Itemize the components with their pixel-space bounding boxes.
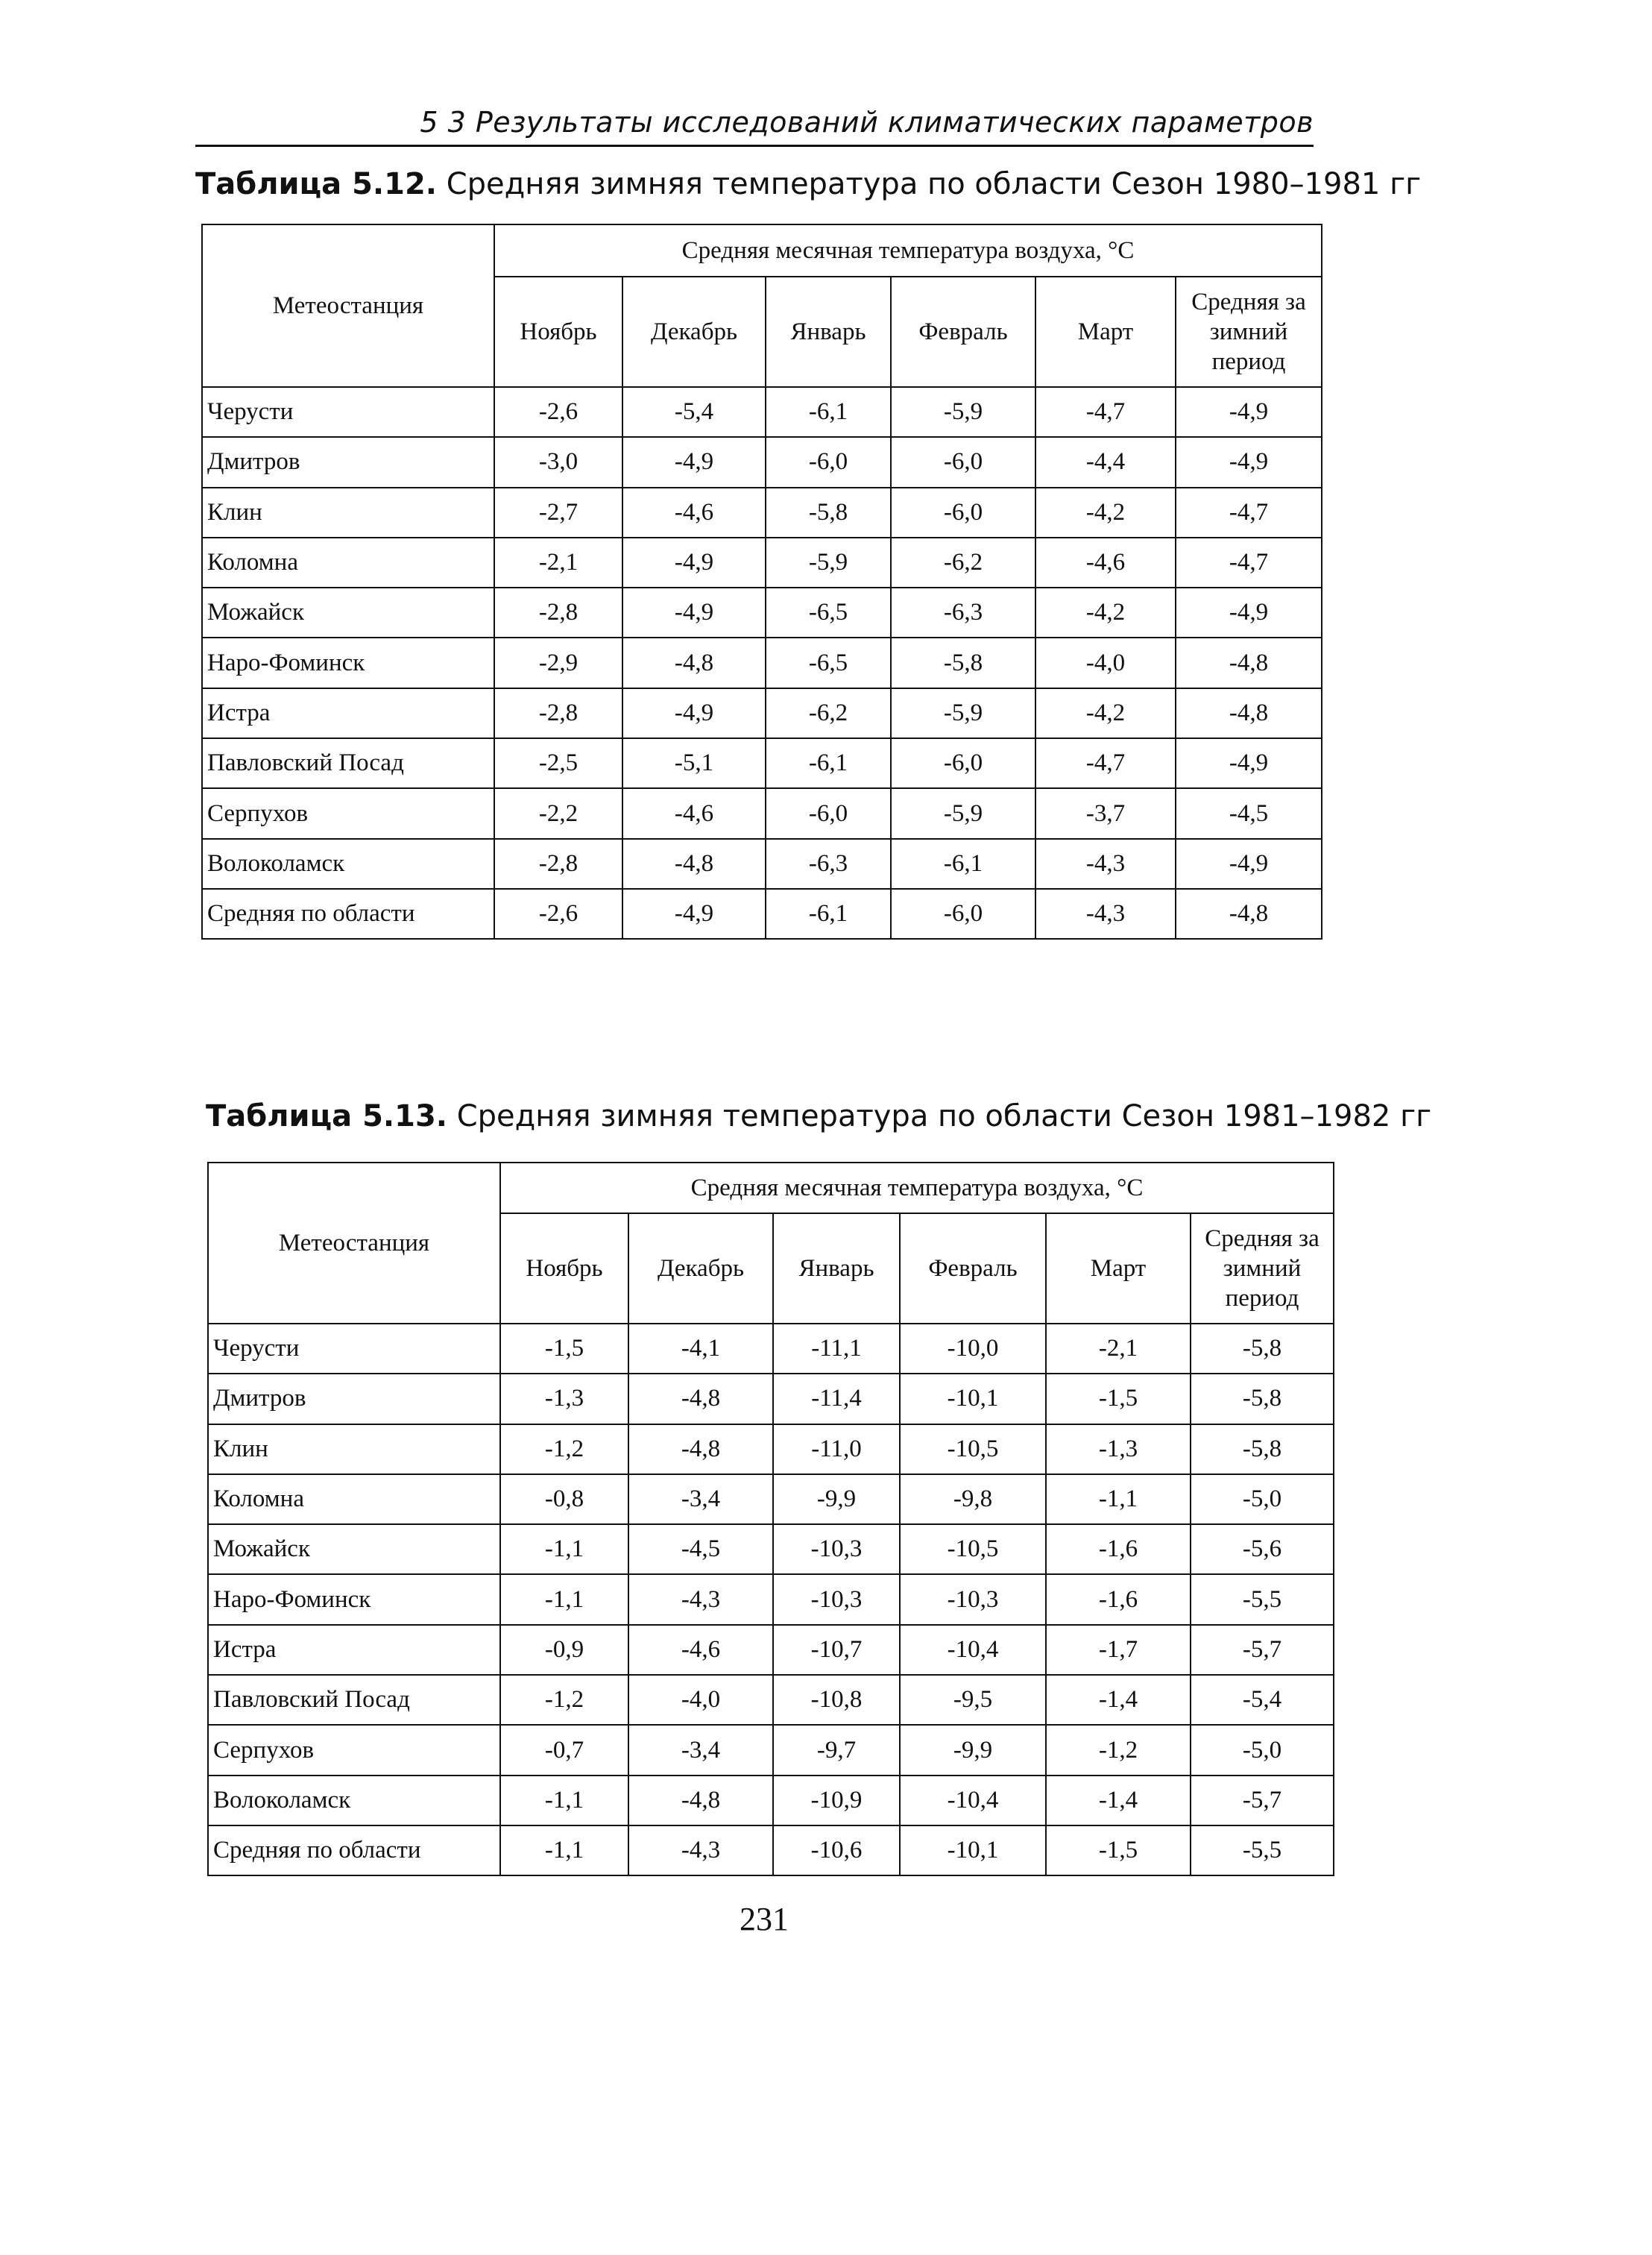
temperature-cell: -9,7: [773, 1725, 900, 1775]
column-header-january: Январь: [773, 1213, 900, 1324]
temperature-cell: -3,4: [628, 1474, 773, 1524]
temperature-cell: -2,1: [494, 538, 622, 588]
column-header-november: Ноябрь: [500, 1213, 628, 1324]
temperature-cell: -6,1: [891, 839, 1035, 889]
temperature-cell: -1,1: [500, 1825, 628, 1875]
station-name-cell: Коломна: [202, 538, 494, 588]
temperature-cell: -10,4: [900, 1625, 1046, 1675]
temperature-cell: -4,9: [1176, 588, 1322, 638]
table-5-13-title: [206, 1098, 1431, 1135]
temperature-cell: -9,9: [773, 1474, 900, 1524]
column-header-november: Ноябрь: [494, 277, 622, 387]
temperature-cell: -10,0: [900, 1324, 1046, 1374]
column-header-winter-average: Средняя за зимний период: [1176, 277, 1322, 387]
temperature-cell: -6,2: [891, 538, 1035, 588]
temperature-cell: -4,7: [1035, 387, 1176, 437]
temperature-cell: -5,5: [1191, 1574, 1334, 1624]
temperature-cell: -1,3: [1046, 1424, 1191, 1474]
temperature-cell: -3,7: [1035, 788, 1176, 838]
temperature-cell: -4,5: [628, 1524, 773, 1574]
temperature-cell: -9,9: [900, 1725, 1046, 1775]
column-header-january: Январь: [766, 277, 891, 387]
table-5-12-label: Таблица 5.12.: [195, 167, 437, 201]
column-header-december: Декабрь: [628, 1213, 773, 1324]
temperature-cell: -4,9: [1176, 437, 1322, 487]
table-5-13-label: Таблица 5.13.: [206, 1099, 447, 1133]
table-row: [208, 1474, 1334, 1524]
running-head: 5 3 Результаты исследований климатических параметров: [195, 104, 1314, 147]
temperature-cell: -1,1: [1046, 1474, 1191, 1524]
station-name-cell: Клин: [202, 488, 494, 538]
table-row: [202, 488, 1322, 538]
table-5-13-caption: Средняя зимняя температура по области Сезон 1981–1982 гг: [447, 1099, 1432, 1133]
station-name-cell: Волоколамск: [208, 1776, 500, 1825]
temperature-cell: -6,5: [766, 588, 891, 638]
table-5-12-caption: Средняя зимняя температура по области Сезон 1980–1981 гг: [436, 167, 1422, 201]
table-row: [208, 1625, 1334, 1675]
station-name-cell: Средняя по области: [202, 889, 494, 939]
temperature-cell: -4,3: [628, 1825, 773, 1875]
table-row: [208, 1374, 1334, 1424]
temperature-cell: -2,6: [494, 889, 622, 939]
temperature-cell: -5,9: [891, 688, 1035, 738]
table-5-13: [207, 1162, 1334, 1876]
table-row: [202, 688, 1322, 738]
temperature-group-header: Средняя месячная температура воздуха, °С: [494, 224, 1322, 277]
column-header-march: Март: [1046, 1213, 1191, 1324]
temperature-cell: -1,5: [500, 1324, 628, 1374]
temperature-cell: -6,0: [891, 437, 1035, 487]
station-name-cell: Дмитров: [208, 1374, 500, 1424]
table-row: [208, 1675, 1334, 1725]
temperature-cell: -5,7: [1191, 1625, 1334, 1675]
table-5-12: [201, 224, 1322, 940]
temperature-cell: -6,1: [766, 889, 891, 939]
station-name-cell: Можайск: [202, 588, 494, 638]
temperature-cell: -1,5: [1046, 1825, 1191, 1875]
temperature-cell: -4,9: [622, 588, 766, 638]
table-row: [202, 738, 1322, 788]
table-5-13-body: [208, 1324, 1334, 1875]
temperature-cell: -1,1: [500, 1574, 628, 1624]
temperature-cell: -5,9: [766, 538, 891, 588]
temperature-cell: -6,3: [891, 588, 1035, 638]
temperature-cell: -5,1: [622, 738, 766, 788]
table-row: [208, 1725, 1334, 1775]
temperature-cell: -6,0: [891, 889, 1035, 939]
table-row: [202, 889, 1322, 939]
table-row: [208, 1524, 1334, 1574]
table-row: [202, 387, 1322, 437]
station-column-header: Метеостанция: [202, 224, 494, 387]
table-row: [208, 1574, 1334, 1624]
column-header-december: Декабрь: [622, 277, 766, 387]
temperature-cell: -4,2: [1035, 488, 1176, 538]
temperature-cell: -4,8: [628, 1374, 773, 1424]
temperature-cell: -5,8: [1191, 1324, 1334, 1374]
station-name-cell: Наро-Фоминск: [208, 1574, 500, 1624]
temperature-cell: -2,9: [494, 638, 622, 688]
temperature-cell: -1,7: [1046, 1625, 1191, 1675]
temperature-cell: -4,0: [1035, 638, 1176, 688]
table-row: [202, 839, 1322, 889]
temperature-cell: -2,1: [1046, 1324, 1191, 1374]
table-5-12-body: [202, 387, 1322, 939]
temperature-cell: -11,4: [773, 1374, 900, 1424]
table-row: [202, 538, 1322, 588]
temperature-cell: -5,7: [1191, 1776, 1334, 1825]
temperature-cell: -4,8: [622, 839, 766, 889]
temperature-cell: -10,9: [773, 1776, 900, 1825]
temperature-cell: -0,7: [500, 1725, 628, 1775]
temperature-cell: -4,7: [1035, 738, 1176, 788]
station-column-header: Метеостанция: [208, 1163, 500, 1324]
station-name-cell: Истра: [208, 1625, 500, 1675]
temperature-cell: -9,8: [900, 1474, 1046, 1524]
temperature-cell: -6,2: [766, 688, 891, 738]
temperature-cell: -4,9: [1176, 738, 1322, 788]
temperature-cell: -5,8: [1191, 1424, 1334, 1474]
temperature-cell: -10,5: [900, 1424, 1046, 1474]
temperature-cell: -4,8: [628, 1776, 773, 1825]
table-row: [208, 1424, 1334, 1474]
temperature-cell: -1,2: [500, 1675, 628, 1725]
temperature-cell: -1,5: [1046, 1374, 1191, 1424]
temperature-cell: -3,4: [628, 1725, 773, 1775]
temperature-cell: -5,0: [1191, 1474, 1334, 1524]
table-5-12-title: [195, 166, 1421, 203]
temperature-cell: -6,1: [766, 738, 891, 788]
temperature-cell: -5,8: [1191, 1374, 1334, 1424]
temperature-cell: -6,0: [766, 788, 891, 838]
temperature-cell: -2,8: [494, 588, 622, 638]
temperature-cell: -0,8: [500, 1474, 628, 1524]
temperature-cell: -1,4: [1046, 1675, 1191, 1725]
temperature-cell: -2,8: [494, 688, 622, 738]
temperature-cell: -10,6: [773, 1825, 900, 1875]
temperature-cell: -4,9: [622, 889, 766, 939]
temperature-cell: -4,0: [628, 1675, 773, 1725]
temperature-cell: -1,1: [500, 1524, 628, 1574]
temperature-cell: -1,3: [500, 1374, 628, 1424]
station-name-cell: Клин: [208, 1424, 500, 1474]
temperature-cell: -2,2: [494, 788, 622, 838]
temperature-cell: -4,3: [628, 1574, 773, 1624]
temperature-cell: -4,5: [1176, 788, 1322, 838]
temperature-cell: -4,9: [622, 437, 766, 487]
temperature-cell: -1,6: [1046, 1574, 1191, 1624]
temperature-cell: -4,8: [622, 638, 766, 688]
temperature-cell: -4,8: [1176, 688, 1322, 738]
temperature-cell: -1,4: [1046, 1776, 1191, 1825]
temperature-cell: -10,1: [900, 1374, 1046, 1424]
temperature-cell: -1,2: [500, 1424, 628, 1474]
temperature-cell: -4,6: [622, 488, 766, 538]
temperature-cell: -4,9: [1176, 387, 1322, 437]
temperature-cell: -9,5: [900, 1675, 1046, 1725]
temperature-cell: -2,5: [494, 738, 622, 788]
station-name-cell: Коломна: [208, 1474, 500, 1524]
temperature-cell: -10,3: [773, 1524, 900, 1574]
temperature-cell: -11,1: [773, 1324, 900, 1374]
temperature-cell: -10,3: [900, 1574, 1046, 1624]
page-number: 231: [740, 1901, 789, 1937]
temperature-cell: -10,3: [773, 1574, 900, 1624]
column-header-february: Февраль: [891, 277, 1035, 387]
temperature-cell: -4,3: [1035, 889, 1176, 939]
temperature-cell: -5,8: [766, 488, 891, 538]
temperature-cell: -4,4: [1035, 437, 1176, 487]
table-row: [208, 1825, 1334, 1875]
temperature-cell: -5,6: [1191, 1524, 1334, 1574]
table-row: [208, 1776, 1334, 1825]
temperature-cell: -4,6: [1035, 538, 1176, 588]
table-row: [202, 437, 1322, 487]
temperature-cell: -2,6: [494, 387, 622, 437]
temperature-cell: -4,7: [1176, 488, 1322, 538]
temperature-cell: -5,8: [891, 638, 1035, 688]
table-row: [202, 788, 1322, 838]
temperature-cell: -1,6: [1046, 1524, 1191, 1574]
station-name-cell: Средняя по области: [208, 1825, 500, 1875]
station-name-cell: Волоколамск: [202, 839, 494, 889]
temperature-cell: -5,4: [1191, 1675, 1334, 1725]
temperature-group-header: Средняя месячная температура воздуха, °С: [500, 1163, 1334, 1213]
temperature-cell: -4,2: [1035, 588, 1176, 638]
station-name-cell: Наро-Фоминск: [202, 638, 494, 688]
station-name-cell: Дмитров: [202, 437, 494, 487]
station-name-cell: Черусти: [208, 1324, 500, 1374]
station-name-cell: Серпухов: [208, 1725, 500, 1775]
temperature-cell: -1,2: [1046, 1725, 1191, 1775]
station-name-cell: Павловский Посад: [208, 1675, 500, 1725]
column-header-march: Март: [1035, 277, 1176, 387]
temperature-cell: -1,1: [500, 1776, 628, 1825]
station-name-cell: Можайск: [208, 1524, 500, 1574]
temperature-cell: -6,5: [766, 638, 891, 688]
temperature-cell: -5,0: [1191, 1725, 1334, 1775]
temperature-cell: -5,9: [891, 387, 1035, 437]
temperature-cell: -5,4: [622, 387, 766, 437]
temperature-cell: -6,0: [891, 738, 1035, 788]
temperature-cell: -6,3: [766, 839, 891, 889]
column-header-winter-average: Средняя за зимний период: [1191, 1213, 1334, 1324]
temperature-cell: -6,1: [766, 387, 891, 437]
temperature-cell: -0,9: [500, 1625, 628, 1675]
column-header-february: Февраль: [900, 1213, 1046, 1324]
temperature-cell: -2,8: [494, 839, 622, 889]
temperature-cell: -10,1: [900, 1825, 1046, 1875]
temperature-cell: -2,7: [494, 488, 622, 538]
station-name-cell: Павловский Посад: [202, 738, 494, 788]
station-name-cell: Серпухов: [202, 788, 494, 838]
temperature-cell: -4,1: [628, 1324, 773, 1374]
temperature-cell: -4,2: [1035, 688, 1176, 738]
temperature-cell: -10,4: [900, 1776, 1046, 1825]
temperature-cell: -10,5: [900, 1524, 1046, 1574]
temperature-cell: -4,8: [1176, 638, 1322, 688]
temperature-cell: -6,0: [766, 437, 891, 487]
temperature-cell: -4,9: [1176, 839, 1322, 889]
temperature-cell: -10,7: [773, 1625, 900, 1675]
table-row: [208, 1324, 1334, 1374]
temperature-cell: -4,9: [622, 688, 766, 738]
temperature-cell: -6,0: [891, 488, 1035, 538]
temperature-cell: -4,3: [1035, 839, 1176, 889]
temperature-cell: -5,5: [1191, 1825, 1334, 1875]
station-name-cell: Черусти: [202, 387, 494, 437]
station-name-cell: Истра: [202, 688, 494, 738]
temperature-cell: -10,8: [773, 1675, 900, 1725]
table-row: [202, 638, 1322, 688]
temperature-cell: -4,6: [622, 788, 766, 838]
temperature-cell: -4,6: [628, 1625, 773, 1675]
temperature-cell: -4,8: [628, 1424, 773, 1474]
temperature-cell: -3,0: [494, 437, 622, 487]
temperature-cell: -4,8: [1176, 889, 1322, 939]
table-row: [202, 588, 1322, 638]
temperature-cell: -4,7: [1176, 538, 1322, 588]
temperature-cell: -4,9: [622, 538, 766, 588]
temperature-cell: -5,9: [891, 788, 1035, 838]
temperature-cell: -11,0: [773, 1424, 900, 1474]
